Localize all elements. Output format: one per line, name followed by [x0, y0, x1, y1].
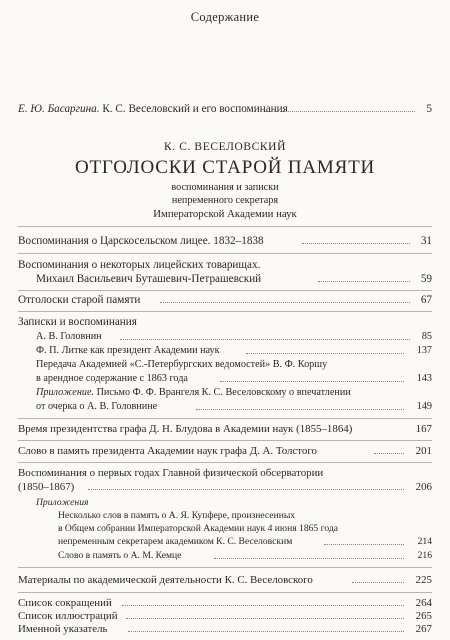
toc-entry-abbreviations[interactable] [0, 596, 450, 610]
section-divider [18, 418, 432, 419]
toc-entry-title: Записки и воспоминания [18, 316, 137, 328]
toc-entry-title: Воспоминания о Царскосельском лицее. 1832–1838 [18, 235, 264, 247]
toc-entry-title: в арендное содержание с 1863 года [36, 373, 188, 384]
toc-entry-materials[interactable] [0, 573, 450, 587]
toc-entry-intro-text [18, 102, 288, 116]
toc-entry-observatory-line1[interactable] [0, 466, 450, 480]
toc-page-number: 225 [415, 574, 432, 586]
appendices-label: Приложения [36, 497, 89, 508]
toc-entry-title: Время президентства графа Д. Н. Блудова в Академии наук (1855–1864) [18, 423, 353, 435]
toc-page-number: 206 [415, 481, 432, 493]
toc-entry-title: Воспоминания о первых годах Главной физической обсерватории [18, 467, 324, 479]
toc-entry-illustrations[interactable] [0, 609, 450, 623]
toc-entry-title: Список сокращений [18, 597, 112, 609]
leader-dots [88, 489, 404, 490]
leader-dots [246, 353, 404, 354]
book-subtitle-line3: Императорской Академии наук [153, 208, 297, 220]
toc-page-number: 265 [415, 610, 432, 622]
book-title: ОТГОЛОСКИ СТАРОЙ ПАМЯТИ [74, 157, 376, 178]
toc-page-number: 267 [415, 623, 432, 635]
toc-entry-comrades-line2[interactable] [0, 272, 450, 286]
toc-entry-index[interactable] [0, 622, 450, 636]
leader-dots [265, 111, 415, 112]
toc-entry-title: Слово в память о А. М. Кемце [58, 550, 182, 561]
section-divider [18, 226, 432, 227]
leader-dots [220, 381, 404, 382]
leader-dots [120, 339, 410, 340]
toc-entry-title: Отголоски старой памяти [18, 294, 141, 306]
book-subtitle-line1: воспоминания и записки [171, 182, 279, 193]
toc-subentry-korsh-line1[interactable] [0, 358, 450, 372]
leader-dots [196, 409, 404, 410]
toc-entry-title: Михаил Васильевич Буташевич-Петрашевский [36, 273, 262, 285]
toc-subentry-golovnin[interactable] [0, 330, 450, 344]
leader-dots [374, 453, 404, 454]
toc-entry-echoes[interactable] [0, 293, 450, 307]
toc-entry-title: Несколько слов в память о А. Я. Купфере, произнесенных [58, 510, 296, 521]
leader-dots [302, 243, 410, 244]
toc-subentry-kupfer-line2[interactable] [0, 522, 450, 536]
book-subtitle-line2: непременного секретаря [171, 195, 279, 206]
toc-entry-title [36, 386, 351, 400]
appendix-label: Приложение. [36, 387, 95, 398]
toc-entry-title: Именной указатель [18, 623, 108, 635]
leader-dots [318, 281, 410, 282]
toc-entry-title: непременным секретарем академиком К. С. Веселовским [58, 536, 293, 547]
toc-entry-title: Список иллюстраций [18, 610, 118, 622]
toc-page-number: 214 [417, 536, 432, 547]
section-divider [18, 462, 432, 463]
leader-dots [160, 302, 410, 303]
toc-subentry-kupfer-line1[interactable] [0, 509, 450, 523]
toc-entry-tolstoy[interactable] [0, 444, 450, 458]
intro-author: Е. Ю. Басаргина. [18, 103, 100, 115]
leader-dots [128, 631, 404, 632]
section-divider [18, 311, 432, 312]
leader-dots [352, 582, 404, 583]
toc-page-number: 167 [415, 423, 432, 435]
section-divider [18, 253, 432, 254]
toc-entry-lyceum[interactable] [0, 234, 450, 248]
section-divider [18, 290, 432, 291]
toc-subentry-korsh-line2[interactable] [0, 372, 450, 386]
toc-page-number: 137 [416, 345, 432, 356]
toc-subentry-kupfer-line3[interactable] [0, 535, 450, 549]
toc-entry-title: Воспоминания о некоторых лицейских товарищах. [18, 259, 261, 271]
toc-subentry-kemtz[interactable] [0, 549, 450, 563]
toc-page-number: 67 [420, 294, 432, 306]
toc-entry-observatory-line2[interactable] [0, 480, 450, 494]
toc-page-number: 143 [416, 373, 432, 384]
leader-dots [126, 618, 404, 619]
toc-entry-notes[interactable] [0, 315, 450, 329]
leader-dots [324, 544, 404, 545]
toc-entry-intro[interactable] [0, 102, 450, 116]
toc-page-number: 59 [420, 273, 432, 285]
leader-dots [122, 605, 404, 606]
leader-dots [214, 558, 404, 559]
toc-page-number: 31 [420, 235, 432, 247]
toc-entry-title: Материалы по академической деятельности К. С. Веселовского [18, 574, 313, 586]
toc-entry-title: Ф. П. Литке как президент Академии наук [36, 345, 220, 356]
section-divider [18, 567, 432, 568]
toc-entry-title: в Общем собрании Императорской Академии наук 4 июня 1865 года [58, 523, 338, 534]
page-header: Содержание [190, 10, 260, 24]
section-divider [18, 440, 432, 441]
toc-entry-title: (1850–1867) [18, 481, 75, 493]
section-divider [18, 592, 432, 593]
toc-subentry-litke[interactable] [0, 344, 450, 358]
toc-entry-title: от очерка о А. В. Головнине [36, 401, 158, 412]
toc-page-number: 264 [415, 597, 432, 609]
toc-entry-bludov[interactable] [0, 422, 450, 436]
toc-page-number: 216 [417, 550, 432, 561]
toc-page-number: 201 [415, 445, 432, 457]
toc-subentry-wrangel-line1[interactable] [0, 386, 450, 400]
toc-entry-title: А. В. Головнин [36, 331, 102, 342]
book-author: К. С. ВЕСЕЛОВСКИЙ [163, 141, 286, 153]
toc-entry-comrades-line1[interactable] [0, 258, 450, 272]
intro-title: К. С. Веселовский и его воспоминания [102, 103, 288, 115]
toc-subentry-wrangel-line2[interactable] [0, 400, 450, 414]
toc-page-number: 149 [416, 401, 432, 412]
toc-entry-title: Слово в память президента Академии наук графа Д. А. Толстого [18, 445, 317, 457]
appendices-heading [0, 496, 450, 510]
toc-entry-title: Передача Академией «С.-Петербургских ведомостей» В. Ф. Коршу [36, 359, 328, 370]
toc-page-number: 5 [426, 103, 432, 115]
appendix-title: Письмо Ф. Ф. Врангеля К. С. Веселовскому о впечатлении [96, 387, 351, 398]
toc-page-number: 85 [421, 331, 432, 342]
